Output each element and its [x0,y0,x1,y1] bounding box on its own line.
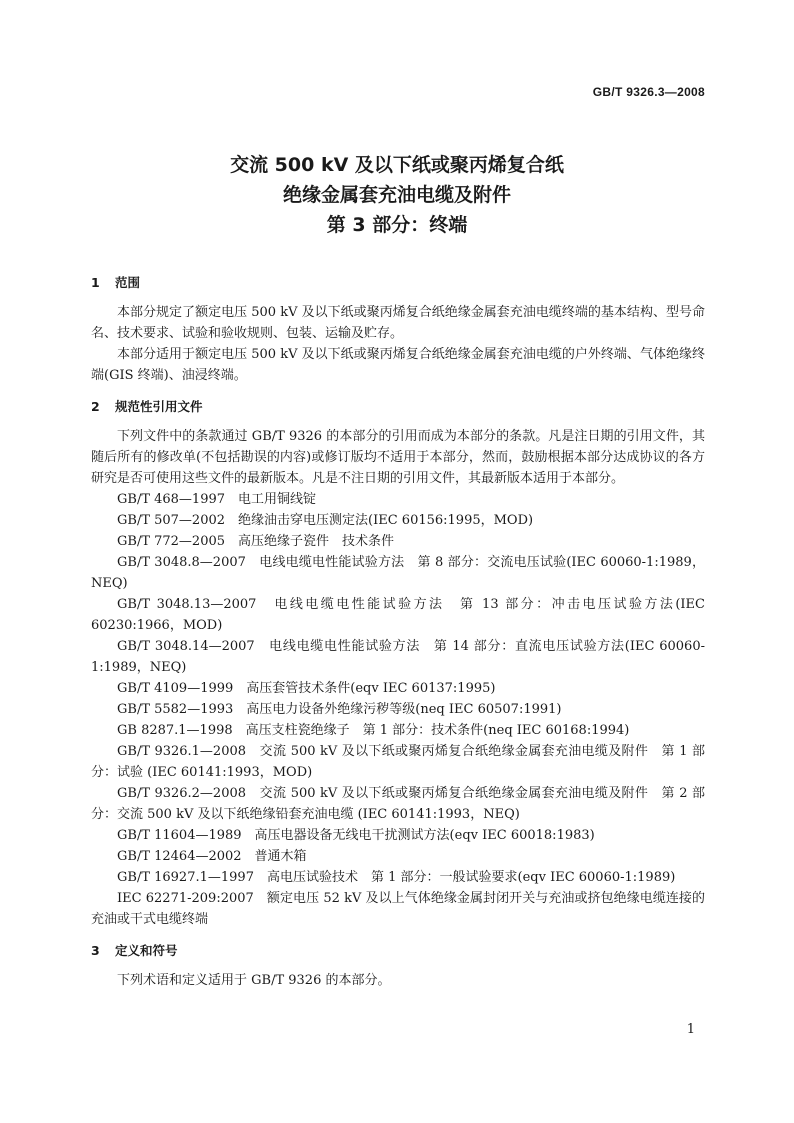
document-body [91,272,705,999]
paragraph: 本部分规定了额定电压 500 kV 及以下纸或聚丙烯复合纸绝缘金属套充油电缆终端的基本结构、型号命名、技术要求、试验和验收规则、包装、运输及贮存。 [91,305,705,341]
reference-item: GB 8287.1—1998 高压支柱瓷绝缘子 第 1 部分：技术条件(neq IEC 60168:1994) [117,723,630,738]
section-scope [91,272,705,386]
reference-item: GB/T 12464—2002 普通木箱 [117,849,307,864]
reference-item: GB/T 16927.1—1997 高电压试验技术 第 1 部分：一般试验要求(eqv IEC 60060-1:1989) [117,870,676,885]
section-heading [91,396,705,417]
reference-item: GB/T 11604—1989 高压电器设备无线电干扰测试方法(eqv IEC 60018:1983) [117,828,595,843]
reference-item: GB/T 5582—1993 高压电力设备外绝缘污秽等级(neq IEC 60507:1991) [117,702,562,717]
reference-item: GB/T 772—2005 高压绝缘子瓷件 技术条件 [117,534,395,549]
reference-item: GB/T 507—2002 绝缘油击穿电压测定法(IEC 60156:1995，MOD) [117,513,534,528]
paragraph: 下列术语和定义适用于 GB/T 9326 的本部分。 [117,973,391,988]
section-heading [91,272,705,293]
reference-item: IEC 62271-209:2007 额定电压 52 kV 及以上气体绝缘金属封闭开关与充油或挤包绝缘电缆连接的充油或干式电缆终端 [91,891,705,927]
section-number: 1 [91,275,100,290]
paragraph: 本部分适用于额定电压 500 kV 及以下纸或聚丙烯复合纸绝缘金属套充油电缆的户外终端、气体绝缘终端(GIS 终端)、油浸终端。 [91,347,705,383]
reference-item: GB/T 3048.14—2007 电线电缆电性能试验方法 第 14 部分：直流电压试验方法(IEC 60060-1:1989，NEQ) [91,639,705,675]
reference-item: GB/T 3048.13—2007 电线电缆电性能试验方法 第 13 部分：冲击电压试验方法(IEC 60230:1966，MOD) [91,597,705,633]
reference-item: GB/T 9326.1—2008 交流 500 kV 及以下纸或聚丙烯复合纸绝缘金属套充油电缆及附件 第 1 部分：试验 (IEC 60141:1993，MOD) [91,744,705,780]
section-title: 定义和符号 [115,943,178,958]
reference-item: GB/T 4109—1999 高压套管技术条件(eqv IEC 60137:1995) [117,681,496,696]
reference-item: GB/T 3048.8—2007 电线电缆电性能试验方法 第 8 部分：交流电压试验(IEC 60060-1:1989，NEQ) [91,555,705,591]
section-number: 3 [91,943,100,958]
section-heading [91,940,705,961]
section-definitions [91,940,705,991]
section-title: 范围 [115,275,141,290]
section-title: 规范性引用文件 [115,399,203,414]
paragraph: 下列文件中的条款通过 GB/T 9326 的本部分的引用而成为本部分的条款。凡是注日期的引用文件，其随后所有的修改单(不包括勘误的内容)或修订版均不适用于本部分，然而，鼓励根据本部分达成协议的各方研究是否可使用这些文件的最新版本。凡是不注日期的引用文件，其最新版本适用于本部分。 [91,429,705,486]
title-line-2: 绝缘金属套充油电缆及附件 [282,184,511,206]
reference-item: GB/T 9326.2—2008 交流 500 kV 及以下纸或聚丙烯复合纸绝缘金属套充油电缆及附件 第 2 部分：交流 500 kV 及以下纸绝缘铅套充油电缆 (IEC 60141:1993，NEQ) [91,786,705,822]
title-line-1: 交流 500 kV 及以下纸或聚丙烯复合纸 [230,154,564,176]
title-line-3: 第 3 部分：终端 [326,214,468,236]
page-number: 1 [686,1022,695,1037]
section-number: 2 [91,399,100,414]
document-title [0,150,794,240]
reference-item: GB/T 468—1997 电工用铜线锭 [117,492,317,507]
section-normative-references [91,396,705,930]
standard-code: GB/T 9326.3—2008 [592,85,705,99]
